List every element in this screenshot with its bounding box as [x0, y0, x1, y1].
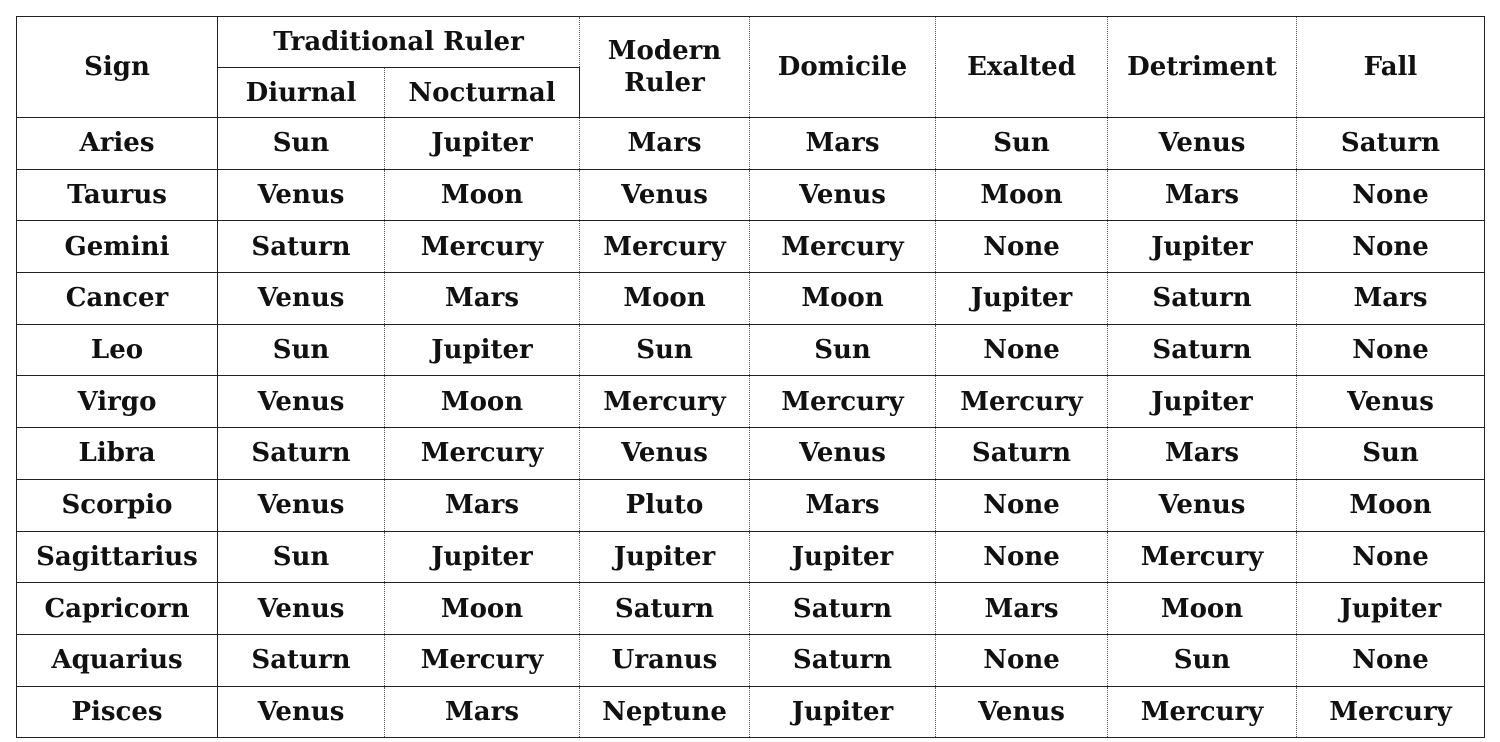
cell-modern-ruler: Uranus [580, 634, 750, 686]
cell-modern-ruler: Saturn [580, 583, 750, 635]
table-row [17, 273, 1485, 325]
cell-detriment: Mars [1108, 169, 1297, 221]
cell-domicile: Mercury [750, 376, 936, 428]
cell-diurnal: Venus [218, 273, 385, 325]
cell-detriment: Mercury [1108, 686, 1297, 738]
cell-diurnal: Sun [218, 324, 385, 376]
header-sign: Sign [17, 17, 218, 118]
cell-exalted: None [936, 479, 1108, 531]
cell-modern-ruler: Venus [580, 169, 750, 221]
cell-exalted: None [936, 634, 1108, 686]
cell-diurnal: Venus [218, 479, 385, 531]
table-row [17, 531, 1485, 583]
cell-detriment: Saturn [1108, 324, 1297, 376]
cell-diurnal: Saturn [218, 428, 385, 480]
cell-exalted: None [936, 324, 1108, 376]
table-row [17, 118, 1485, 170]
cell-fall: Sun [1297, 428, 1485, 480]
cell-diurnal: Saturn [218, 221, 385, 273]
cell-exalted: Mars [936, 583, 1108, 635]
cell-domicile: Sun [750, 324, 936, 376]
cell-nocturnal: Mercury [385, 428, 580, 480]
cell-exalted: None [936, 531, 1108, 583]
table-row [17, 428, 1485, 480]
cell-exalted: Moon [936, 169, 1108, 221]
header-exalted: Exalted [936, 17, 1108, 118]
cell-modern-ruler: Jupiter [580, 531, 750, 583]
cell-domicile: Moon [750, 273, 936, 325]
cell-detriment: Jupiter [1108, 221, 1297, 273]
cell-diurnal: Sun [218, 531, 385, 583]
cell-domicile: Mars [750, 118, 936, 170]
header-detriment: Detriment [1108, 17, 1297, 118]
cell-sign: Sagittarius [17, 531, 218, 583]
cell-diurnal: Venus [218, 686, 385, 738]
cell-detriment: Venus [1108, 479, 1297, 531]
cell-modern-ruler: Pluto [580, 479, 750, 531]
cell-detriment: Saturn [1108, 273, 1297, 325]
cell-nocturnal: Mars [385, 273, 580, 325]
cell-exalted: Venus [936, 686, 1108, 738]
cell-exalted: Sun [936, 118, 1108, 170]
cell-modern-ruler: Mercury [580, 221, 750, 273]
table-row [17, 169, 1485, 221]
cell-nocturnal: Mars [385, 686, 580, 738]
cell-domicile: Jupiter [750, 531, 936, 583]
cell-fall: None [1297, 531, 1485, 583]
cell-modern-ruler: Moon [580, 273, 750, 325]
table-row [17, 479, 1485, 531]
cell-nocturnal: Mercury [385, 221, 580, 273]
cell-sign: Scorpio [17, 479, 218, 531]
table-row [17, 324, 1485, 376]
header-modern-ruler [580, 17, 750, 118]
cell-fall: None [1297, 169, 1485, 221]
cell-exalted: Jupiter [936, 273, 1108, 325]
cell-detriment: Jupiter [1108, 376, 1297, 428]
header-domicile: Domicile [750, 17, 936, 118]
table-body [17, 118, 1485, 738]
cell-sign: Leo [17, 324, 218, 376]
cell-modern-ruler: Venus [580, 428, 750, 480]
cell-fall: Moon [1297, 479, 1485, 531]
cell-exalted: Saturn [936, 428, 1108, 480]
cell-nocturnal: Mercury [385, 634, 580, 686]
cell-domicile: Mars [750, 479, 936, 531]
cell-nocturnal: Jupiter [385, 118, 580, 170]
cell-sign: Libra [17, 428, 218, 480]
cell-diurnal: Venus [218, 169, 385, 221]
cell-sign: Aquarius [17, 634, 218, 686]
table-row [17, 686, 1485, 738]
cell-diurnal: Venus [218, 583, 385, 635]
cell-nocturnal: Jupiter [385, 531, 580, 583]
cell-fall: None [1297, 324, 1485, 376]
cell-domicile: Saturn [750, 583, 936, 635]
cell-sign: Gemini [17, 221, 218, 273]
cell-exalted: Mercury [936, 376, 1108, 428]
table-header [17, 17, 1485, 118]
cell-modern-ruler: Mercury [580, 376, 750, 428]
cell-domicile: Venus [750, 169, 936, 221]
cell-fall: Mars [1297, 273, 1485, 325]
table-row [17, 583, 1485, 635]
cell-nocturnal: Moon [385, 583, 580, 635]
cell-domicile: Mercury [750, 221, 936, 273]
cell-nocturnal: Jupiter [385, 324, 580, 376]
rulership-table [16, 16, 1485, 738]
header-nocturnal: Nocturnal [385, 68, 580, 118]
cell-sign: Virgo [17, 376, 218, 428]
cell-sign: Cancer [17, 273, 218, 325]
table-row [17, 634, 1485, 686]
cell-nocturnal: Moon [385, 376, 580, 428]
cell-detriment: Mars [1108, 428, 1297, 480]
cell-modern-ruler: Neptune [580, 686, 750, 738]
cell-detriment: Mercury [1108, 531, 1297, 583]
header-fall: Fall [1297, 17, 1485, 118]
cell-sign: Aries [17, 118, 218, 170]
cell-fall: None [1297, 634, 1485, 686]
header-traditional-ruler: Traditional Ruler [218, 17, 580, 68]
header-modern-line2: Ruler [624, 68, 705, 98]
cell-sign: Pisces [17, 686, 218, 738]
rulership-table-container [16, 16, 1484, 729]
header-modern-ruler-text [608, 35, 721, 100]
cell-nocturnal: Moon [385, 169, 580, 221]
cell-fall: Jupiter [1297, 583, 1485, 635]
table-row [17, 376, 1485, 428]
cell-sign: Capricorn [17, 583, 218, 635]
cell-nocturnal: Mars [385, 479, 580, 531]
cell-fall: Mercury [1297, 686, 1485, 738]
cell-fall: Venus [1297, 376, 1485, 428]
cell-diurnal: Sun [218, 118, 385, 170]
cell-detriment: Sun [1108, 634, 1297, 686]
cell-modern-ruler: Mars [580, 118, 750, 170]
cell-fall: Saturn [1297, 118, 1485, 170]
cell-sign: Taurus [17, 169, 218, 221]
table-row [17, 221, 1485, 273]
header-modern-line1: Modern [607, 35, 722, 66]
cell-domicile: Jupiter [750, 686, 936, 738]
cell-fall: None [1297, 221, 1485, 273]
cell-detriment: Moon [1108, 583, 1297, 635]
cell-detriment: Venus [1108, 118, 1297, 170]
cell-exalted: None [936, 221, 1108, 273]
cell-diurnal: Venus [218, 376, 385, 428]
header-row-top [17, 17, 1485, 68]
cell-domicile: Venus [750, 428, 936, 480]
cell-modern-ruler: Sun [580, 324, 750, 376]
cell-diurnal: Saturn [218, 634, 385, 686]
cell-domicile: Saturn [750, 634, 936, 686]
header-diurnal: Diurnal [218, 68, 385, 118]
